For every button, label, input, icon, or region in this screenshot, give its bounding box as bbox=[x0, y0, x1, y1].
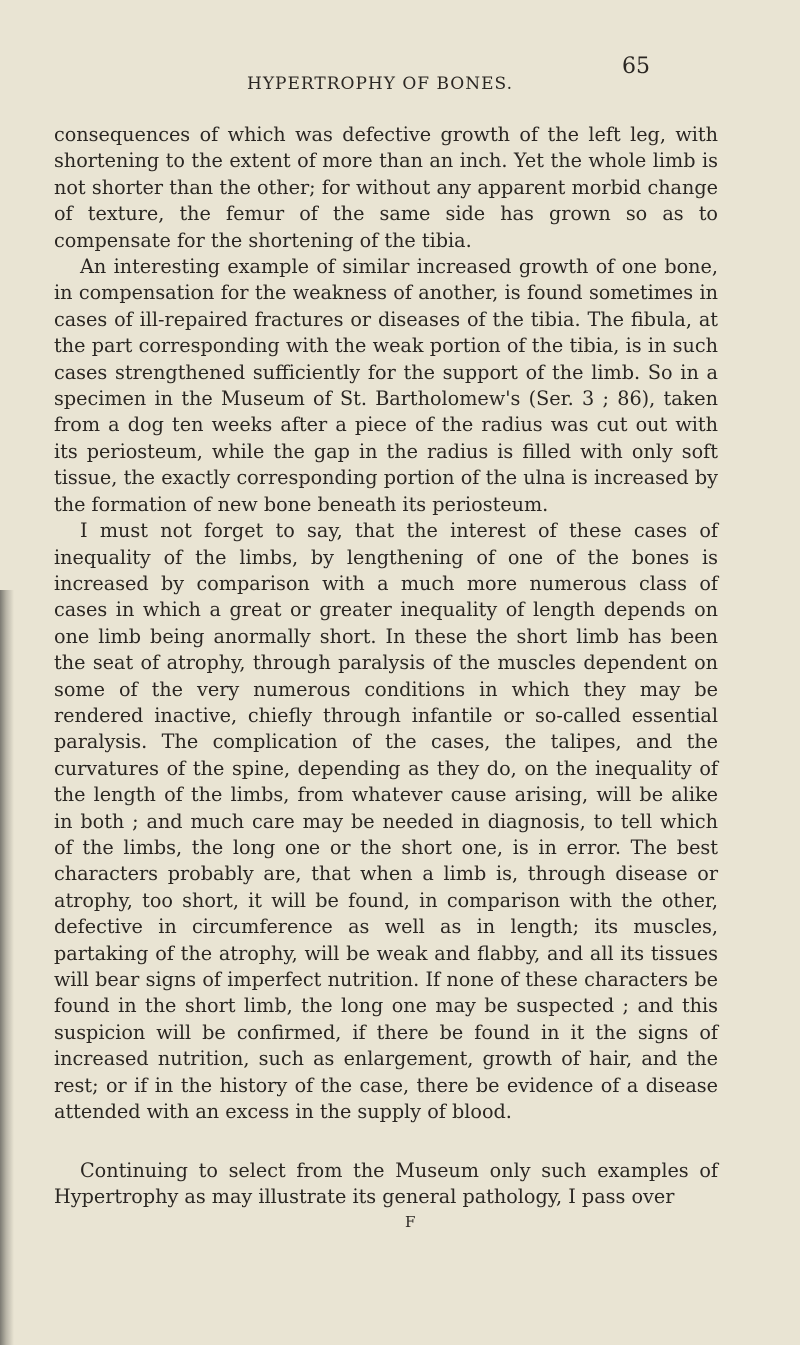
paragraph-2: An interesting example of similar increased growth of one bone, in compensation for the weakness of another, is found sometimes in cases of ill-repaired fractures or diseases of the tibia. The fibula, at the part corresponding with the weak portion of the tibia, is in such cases strengthened sufficiently for the support of the limb. So in a specimen in the Museum of St. Bartholomew's (Ser. 3 ; 86), taken from a dog ten weeks after a piece of the radius was cut out with its periosteum, while the gap in the radius is filled with only soft tissue, the exactly corresponding portion of the ulna is increased by the formation of new bone beneath its periosteum. bbox=[54, 255, 718, 516]
page-edge-shadow bbox=[0, 590, 14, 1345]
text-block-main bbox=[54, 122, 718, 1125]
paragraph-1: consequences of which was defective growth of the left leg, with shortening to the extent of more than an inch. Yet the whole limb is not shorter than the other; for without any apparent morbid change of texture, the femur of the same side has grown so as to compensate for the shortening of the tibia. bbox=[54, 123, 718, 252]
paragraph-3: I must not forget to say, that the interest of these cases of inequality of the limbs, by lengthening of one of the bones is increased by comparison with a much more numerous class of cases in which a great or greater inequality of length depends on one limb being anormally short. In these the short limb has been the seat of atrophy, through paralysis of the muscles dependent on some of the very numerous conditions in which they may be rendered inactive, chiefly through infantile or so-called essential paralysis. The complication of the cases, the talipes, and the curvatures of the spine, depending as they do, on the inequality of the length of the limbs, from whatever cause arising, will be alike in both ; and much care may be needed in diagnosis, to tell which of the limbs, the long one or the short one, is in error. The best characters probably are, that when a limb is, through disease or atrophy, too short, it will be found, in comparison with the other, defective in circumference as well as in length; its muscles, partaking of the atrophy, will be weak and flabby, and all its tissues will bear signs of imperfect nutrition. If none of these characters be found in the short limb, the long one may be suspected ; and this suspicion will be confirmed, if there be found in it the signs of increased nutrition, such as enlargement, growth of hair, and the rest; or if in the history of the case, there be evidence of a disease attended with an excess in the supply of blood. bbox=[54, 519, 718, 1124]
signature-mark: F bbox=[405, 1213, 416, 1231]
running-header: HYPERTROPHY OF BONES. bbox=[247, 74, 513, 94]
text-block-final bbox=[54, 1158, 718, 1211]
paragraph-4: Continuing to select from the Museum only such examples of Hypertrophy as may illustrate its general pathology, I pass over bbox=[54, 1159, 718, 1209]
page-number: 65 bbox=[622, 54, 650, 79]
